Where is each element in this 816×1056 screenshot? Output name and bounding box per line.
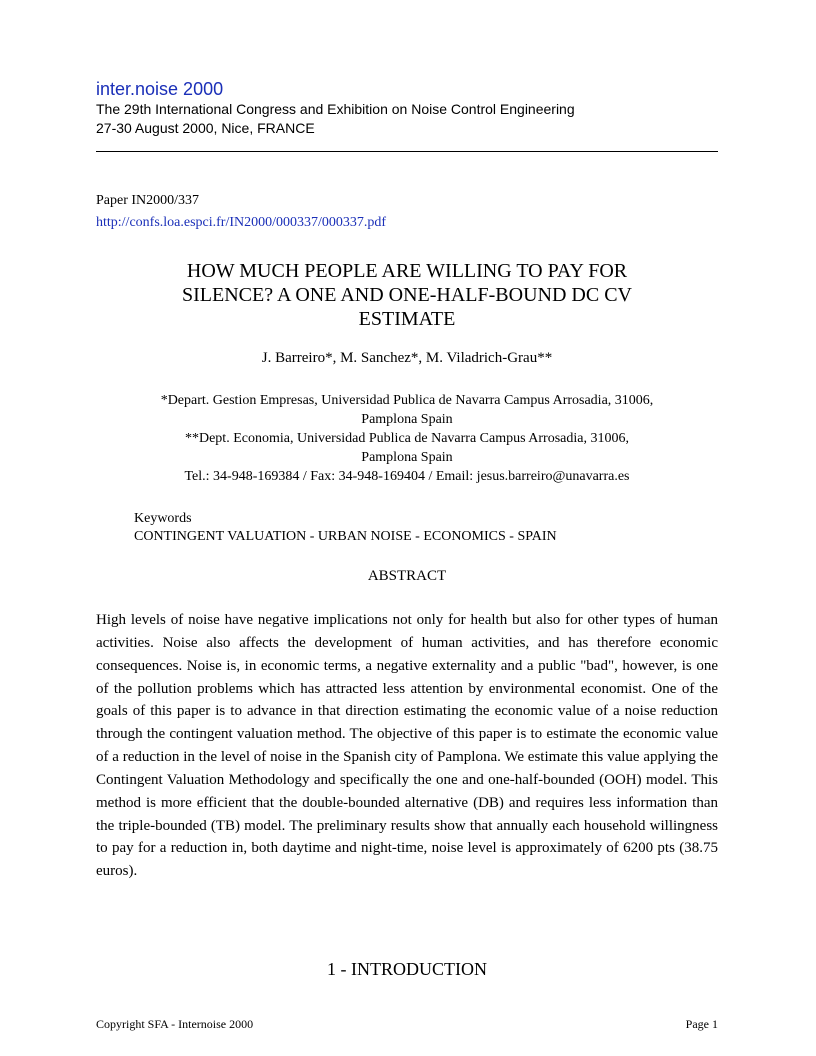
affiliation-line: Pamplona Spain — [361, 412, 453, 427]
conference-name: inter.noise 2000 — [96, 79, 224, 99]
paper-title-line: HOW MUCH PEOPLE ARE WILLING TO PAY FOR — [186, 260, 628, 282]
affiliation-line: Pamplona Spain — [361, 450, 453, 465]
paper-title-line: SILENCE? A ONE AND ONE-HALF-BOUND DC CV — [182, 284, 632, 306]
abstract-heading: ABSTRACT — [367, 568, 447, 584]
keywords-label: Keywords — [134, 511, 192, 526]
header-divider — [96, 151, 718, 152]
abstract-body: High levels of noise have negative implications not only for health but also for other types of human activities. Noise also affects the development of human activities, and has therefore economic consequences. Noise is, in economic terms, a negative externality and a public "bad", however, is one of the pollution problems which has attracted less attention by environmental economist. One of the goals of this paper is to advance in that direction estimating the economic value of a noise reduction through the contingent valuation method. The objective of this paper is to estimate the economic value of a reduction in the level of noise in the Spanish city of Pamplona. We estimate this value applying the Contingent Valuation Methodology and specifically the one and one-half-bounded (OOH) model. This method is more efficient that the double-bounded alternative (DB) and requires less information than the triple-bounded (TB) model. The preliminary results show that annually each household willingness to pay for a reduction in, both daytime and night-time, noise level is approximately of 6200 pts (38.75 euros). — [96, 612, 718, 880]
affiliation-line: **Dept. Economia, Universidad Publica de Navarra Campus Arrosadia, 31006, — [184, 431, 629, 446]
congress-title: The 29th International Congress and Exhibition on Noise Control Engineering — [96, 101, 575, 117]
paper-url-link[interactable]: http://confs.loa.espci.fr/IN2000/000337/000337.pdf — [96, 215, 387, 230]
paper-title-line: ESTIMATE — [358, 308, 456, 330]
paper-title — [96, 259, 718, 331]
section-heading-introduction: 1 - INTRODUCTION — [327, 959, 487, 979]
affiliation-line: *Depart. Gestion Empresas, Universidad Publica de Navarra Campus Arrosadia, 31006, — [160, 393, 654, 408]
authors: J. Barreiro*, M. Sanchez*, M. Viladrich-Grau** — [261, 350, 553, 366]
keywords: CONTINGENT VALUATION - URBAN NOISE - ECONOMICS - SPAIN — [134, 529, 557, 544]
paper-id: Paper IN2000/337 — [96, 193, 200, 208]
contact-info: Tel.: 34-948-169384 / Fax: 34-948-169404 / Email: jesus.barreiro@unavarra.es — [184, 469, 630, 484]
footer-page-number: Page 1 — [685, 1017, 718, 1031]
footer-copyright: Copyright SFA - Internoise 2000 — [96, 1017, 254, 1031]
congress-dates-location: 27-30 August 2000, Nice, FRANCE — [96, 120, 315, 136]
